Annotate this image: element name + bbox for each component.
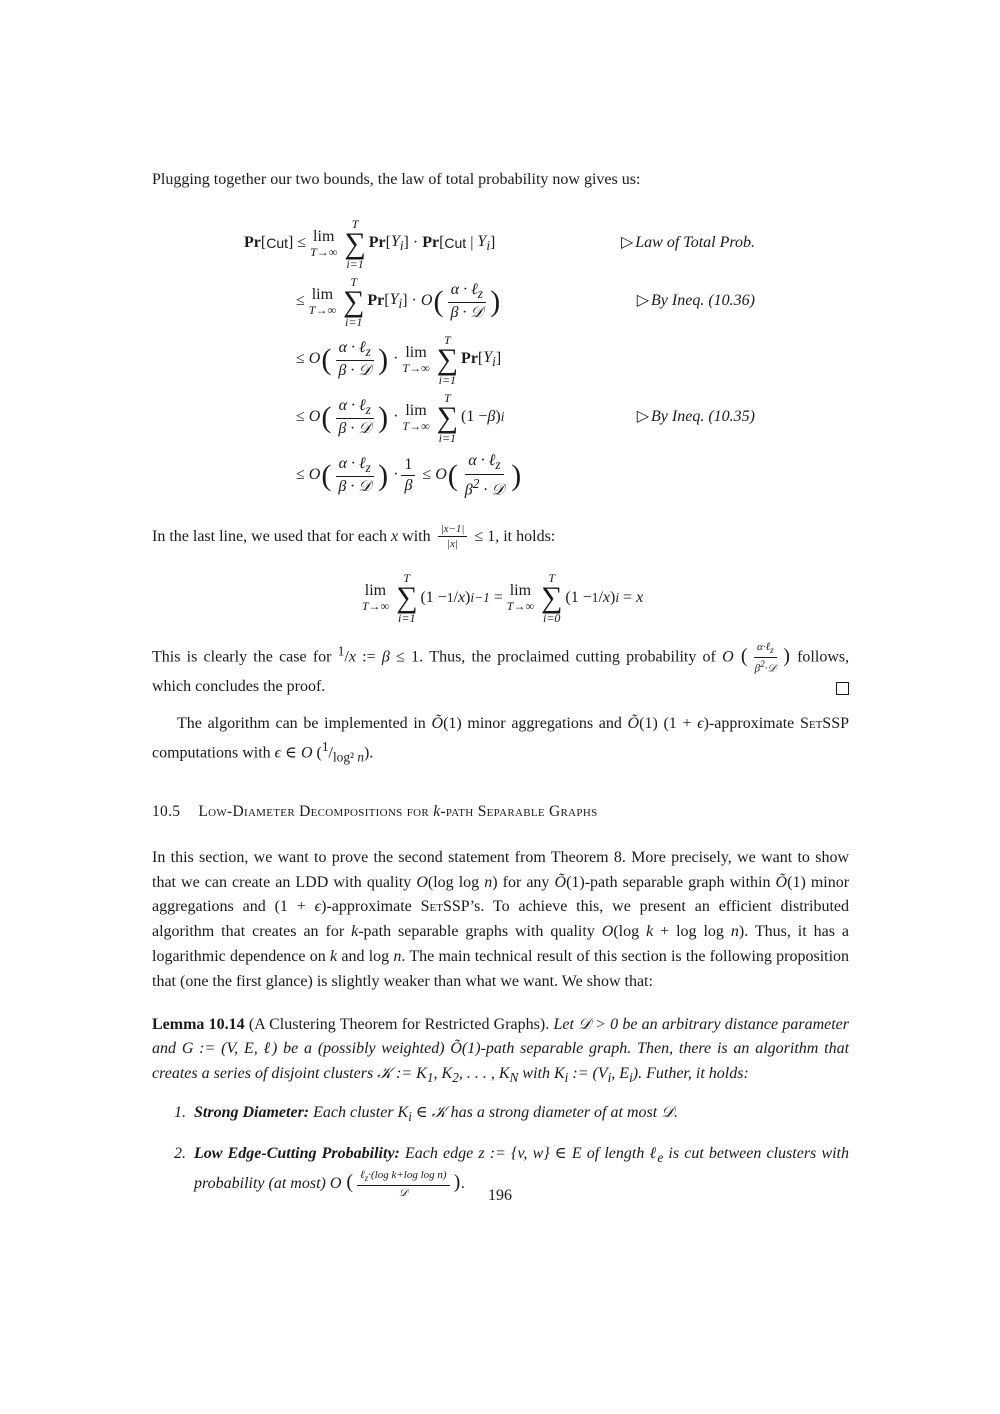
- page-body: [152, 168, 849, 1213]
- equation-tag: ▷ Law of Total Prob.: [620, 234, 755, 252]
- equation-row: Pr [ Cut ] ≤ lim T→∞ T ∑ i=1 Pr [ $Y_i$ ] · Pr [ Cut | $Y_i$ ] ▷ Law of Total Prob.: [244, 216, 755, 272]
- equation-row: ≤ O ( $\frac{\alpha \cdot \ell_z}{\text{β · 𝒟}}$ ) · lim T→∞ T ∑ i=1 (1 − β ) i ▷ By Ineq. (10.35): [296, 390, 755, 446]
- page-number: 196: [488, 1187, 512, 1204]
- lemma-statement: Lemma 10.14 (A Clustering Theorem for Restricted Graphs). Let 𝒟 > 0 be an arbitrary distance parameter and G := (V, E, ℓ) be a (possibly weighted) Õ(1)-path separable graph. Then, there is an algorithm that creates a series of disjoint clusters 𝒦 := $K_1$, $K_2$, . . . , $K_N$ with $K_i$ := ($V_i$, $E_i$). Futher, it holds:: [152, 1015, 850, 1086]
- equation-row: ≤ O ( $\frac{\alpha \cdot \ell_z}{\text{β · 𝒟}}$ ) · lim T→∞ T ∑ i=1 Pr [ $Y_i$ ]: [296, 332, 502, 388]
- display-equation: lim T→∞ T ∑ i=1 (1 − 1 / x ) i−1 = lim T→∞ T ∑ i=0 (1 − 1 / x ) i = x: [361, 570, 644, 626]
- equation-row: ≤ lim T→∞ T ∑ i=1 Pr [ $Y_i$ ] · O ( $\frac{\alpha \cdot \ell_z}{\text{β · 𝒟}}$ ) ▷ By Ineq. (10.36): [296, 274, 755, 330]
- last-line-paragraph: In the last line, we used that for each x with $\frac{|x-1|}{|x|}$ ≤ 1, it holds:: [152, 522, 556, 551]
- implementation-paragraph: The algorithm can be implemented in Õ(1) minor aggregations and Õ(1) (1 + ϵ)-approximate SetSSP computations with ϵ ∈ O $(^1/_{log^2 n})$.: [152, 714, 849, 765]
- list-item: 1. Strong Diameter: Each cluster $K_i$ ∈ 𝒦 has a strong diameter of at most 𝒟.: [174, 1104, 678, 1125]
- equation-row: ≤ O ( $\frac{\alpha \cdot \ell_z}{\text{β · 𝒟}}$ ) · $\frac{1}{\beta}$ ≤ O ( $\frac{\alpha \cdot \ell_z}{\beta^2 \cdot 𝒟}$ ): [296, 452, 522, 499]
- section-paragraph: In this section, we want to prove the second statement from Theorem 8. More precisely, we want to show that we can create an LDD with quality O(log log n) for any Õ(1)-path separable graph within Õ(1) minor aggregations and (1 + ϵ)-approximate SetSSP’s. To achieve this, we present an efficient distributed algorithm that creates an for k-path separable graphs with quality O(log k + log log n). Thus, it has a logarithmic dependence on k and log n. The main technical result of this section is the following proposition that (one the first glance) is slightly weaker than what we want. We show that:: [152, 848, 850, 990]
- align-equations: [152, 215, 849, 505]
- intro-paragraph: Plugging together our two bounds, the law of total probability now gives us:: [152, 171, 641, 188]
- list-item: 2. Low Edge-Cutting Probability: Each edge z := {v, w} ∈ E of length ℓ$_e$ is cut between clusters with probability (at most) O ( $\frac{\ell_z\cdot(\log k+\log \log n)}{\text{𝒟}}$ ).: [174, 1144, 850, 1199]
- qed-box-icon: [836, 682, 849, 695]
- section-heading: 10.5 Low-Diameter Decompositions for k-path Separable Graphs: [152, 802, 598, 820]
- equation-tag: ▷ By Ineq. (10.36): [636, 292, 755, 310]
- clear-case-paragraph: This is clearly the case for $^1$/x := β ≤ 1. Thus, the proclaimed cutting probability of O ( $\frac{\alpha\cdot\ell_z}{\beta^2\cdot 𝒟}$ ) follows, which concludes the proof.: [152, 641, 850, 696]
- equation-tag: ▷ By Ineq. (10.35): [636, 408, 755, 426]
